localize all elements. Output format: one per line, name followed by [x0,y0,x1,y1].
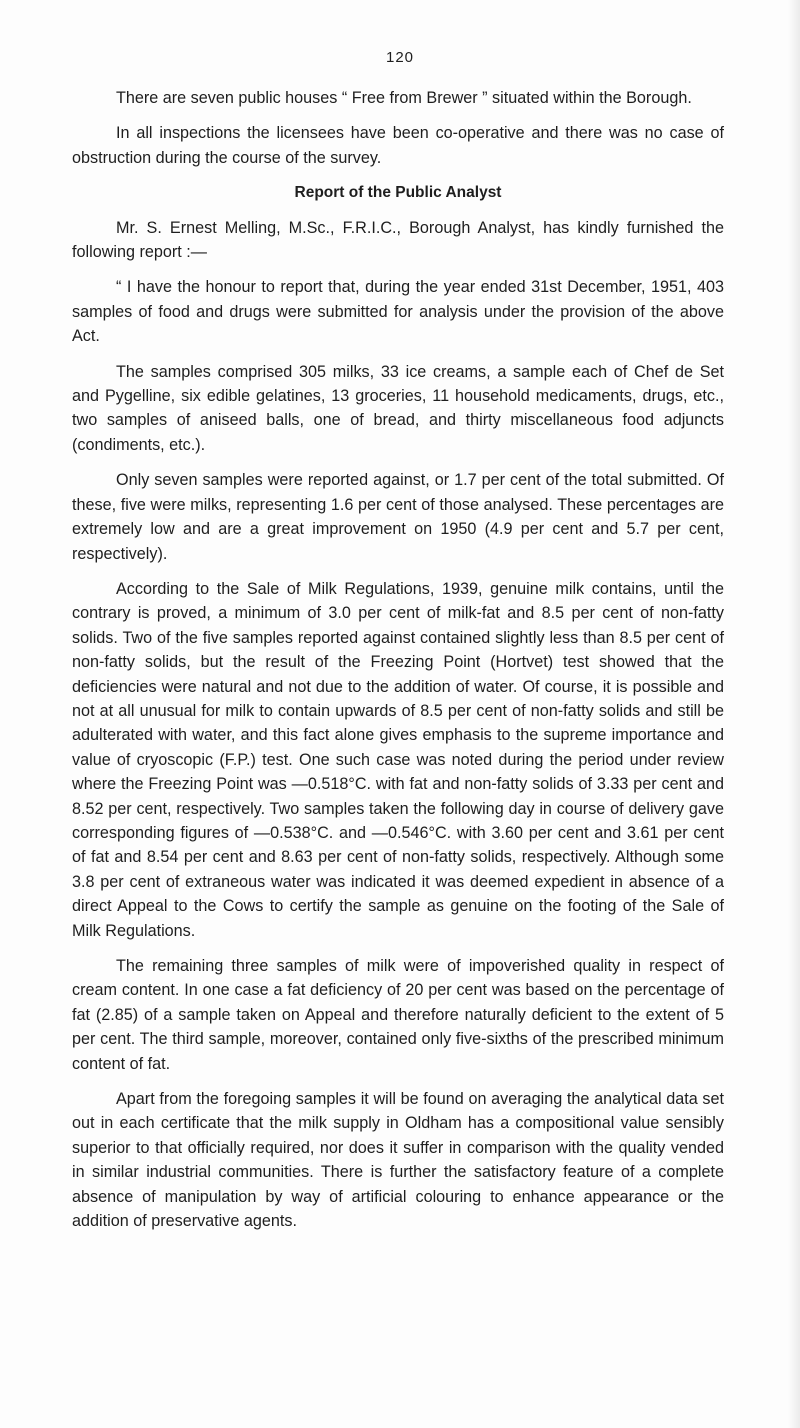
paragraph-public-houses: There are seven public houses “ Free from Brewer ” situated within the Borough. [116,89,692,107]
paragraph-report-opening: “ I have the honour to report that, during the year ended 31st December, 1951, 403 samples of food and drugs were submitted for analysis under the provision of the above Act. [72,278,724,346]
paragraph-samples-reported: Only seven samples were reported against, or 1.7 per cent of the total submitted. Of these, five were milks, representing 1.6 per cent of those analysed. These percentages are extremely low and are a great improvement on 1950 (4.9 per cent and 5.7 per cent, respectively). [72,471,724,563]
paragraph-analyst-intro: Mr. S. Ernest Melling, M.Sc., F.R.I.C., Borough Analyst, has kindly furnished the following report :— [72,218,724,262]
paragraph-samples-comprised: The samples comprised 305 milks, 33 ice creams, a sample each of Chef de Set and Pygelline, six edible gelatines, 13 groceries, 11 household medicaments, drugs, etc., two samples of aniseed balls, one of bread, and thirty miscellaneous food adjuncts (condiments, etc.). [72,362,724,454]
document-body [72,86,724,1244]
page-number: 120 [385,49,415,66]
paragraph-inspections: In all inspections the licensees have been co-operative and there was no case of obstruction during the course of the survey. [72,124,724,167]
paragraph-milk-supply-quality: Apart from the foregoing samples it will be found on averaging the analytical data set out in each certificate that the milk supply in Oldham has a compositional value sensibly superior to that officially required, nor does it suffer in comparison with the quality vended in similar industrial communities. There is further the satisfactory feature of a complete absence of manipulation by way of artificial colouring to enhance appearance or the addition of preservative agents. [72,1090,724,1231]
page-edge-shadow [788,0,800,1428]
paragraph-milk-regulations: According to the Sale of Milk Regulations, 1939, genuine milk contains, until the contrary is proved, a minimum of 3.0 per cent of milk-fat and 8.5 per cent of non-fatty solids. Two of the five samples reported against contained slightly less than 8.5 per cent of non-fatty solids, but the result of the Freezing Point (Hortvet) test showed that the deficiencies were natural and not due to the addition of water. Of course, it is possible and not at all unusual for milk to contain upwards of 8.5 per cent of non-fatty solids and still be adulterated with water, and this fact alone gives emphasis to the supreme importance and value of cryoscopic (F.P.) test. One such case was noted during the period under review where the Freezing Point was —0.518°C. with fat and non-fatty solids of 3.33 per cent and 8.52 per cent, respectively. Two samples taken the following day in course of delivery gave corresponding figures of —0.538°C. and —0.546°C. with 3.60 per cent and 3.61 per cent of fat and 8.54 per cent and 8.63 per cent of non-fatty solids, respectively. Although some 3.8 per cent of extraneous water was indicated it was deemed expedient in absence of a direct Appeal to the Cows to certify the sample as genuine on the footing of the Sale of Milk Regulations. [72,579,724,940]
section-heading: Report of the Public Analyst [294,184,502,202]
paragraph-remaining-samples: The remaining three samples of milk were of impoverished quality in respect of cream content. In one case a fat deficiency of 20 per cent was based on the percentage of fat (2.85) of a sample taken on Appeal and therefore naturally deficient to the extent of 5 per cent. The third sample, moreover, contained only five-sixths of the prescribed minimum content of fat. [72,957,724,1073]
